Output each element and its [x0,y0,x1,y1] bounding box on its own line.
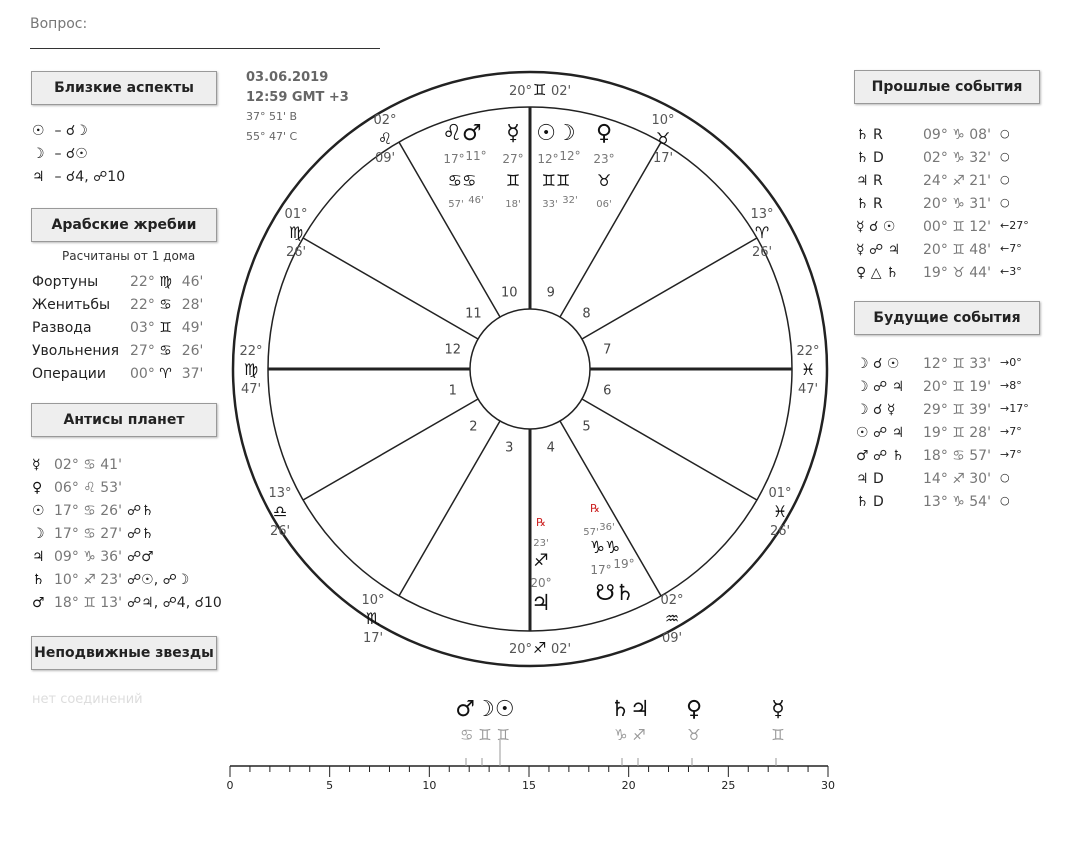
event-planets: ♄ D [856,150,884,166]
cusp-deg: 10° [651,113,675,128]
event-planets: ♄ R [856,127,883,143]
event-deg: 24° [923,173,953,189]
planet-glyph-icon: ♀ [595,121,613,146]
retrograde-icon: ℞ [536,516,546,529]
planet-glyph: ☽ [32,526,45,542]
scale-planet-glyph: ♂☽☉ [455,697,515,722]
cusp-deg: 20° [509,84,533,99]
fixed-stars-button[interactable]: Неподвижные звезды [31,636,217,670]
planet-group [442,121,486,210]
zodiac-sign-icon: ♎ [272,502,288,521]
zodiac-sign-icon: ♊ [83,595,96,611]
zodiac-sign-icon: ♐ [533,639,547,657]
event-min: 57' [964,448,991,464]
cusp-deg: 13° [268,486,292,501]
planet-group [502,121,523,210]
house-number: 1 [448,383,457,399]
event-planets: ♃ R [856,173,883,189]
house-cusp-line [303,238,478,339]
antiscia-deg: 17° [54,526,84,542]
lot-min: 26' [177,343,204,359]
planet-group [536,121,580,210]
cusp-min: 26' [285,245,307,260]
zodiac-sign-icon: ♋ [83,457,96,473]
zodiac-sign-icon: ♋ [159,297,172,313]
planet-glyph-icon: ♃ [531,591,551,616]
zodiac-sign-icon: ♑♑ [589,538,621,558]
planet-min: 06' [596,199,612,210]
event-deg: 12° [923,356,953,372]
event-orb: ○ [1000,196,1010,209]
lot-name: Операции [32,366,106,382]
antiscia-min: 26' [95,503,122,519]
event-deg: 02° [923,150,953,166]
zodiac-sign-icon: ♍ [159,274,172,290]
lot-deg: 03° [130,320,160,336]
event-deg: 18° [923,448,953,464]
zodiac-sign-icon: ♐ [533,551,549,571]
event-deg: 20° [923,379,953,395]
event-orb: ←3° [1000,265,1022,278]
lot-deg: 22° [130,297,160,313]
cusp-min: 26' [769,524,791,539]
event-orb: ○ [1000,173,1010,186]
planet-deg: 19° [613,557,635,571]
zodiac-sign-icon: ♑ [952,196,965,212]
planet-min: 23' [533,538,549,549]
planet-group [593,121,614,210]
lot-min: 37' [177,366,204,382]
event-orb: →7° [1000,425,1022,438]
antiscia-min: 27' [95,526,122,542]
planet-deg: 17° [590,563,612,577]
event-min: 21' [964,173,991,189]
cusp-min: 02' [551,642,572,657]
antiscia-min: 13' [95,595,122,611]
planet-glyph: ☿ [32,457,41,473]
zodiac-sign-icon: ♌ [377,129,393,148]
event-orb: ←27° [1000,219,1029,232]
zodiac-sign-icon: ♐ [952,173,965,189]
house-number: 12 [444,342,461,358]
scale-zodiac-icon: ♑ ♐ [614,726,646,744]
event-planets: ☿ ☍ ♃ [856,242,901,258]
lot-min: 49' [177,320,204,336]
cusp-deg: 13° [750,207,774,222]
house-cusp-label [651,113,674,166]
planet-glyph: ☉ [32,503,45,519]
antiscia-deg: 18° [54,595,84,611]
house-number: 2 [469,419,478,435]
planet-glyph-icon: ♌♂ [442,121,482,146]
event-min: 12' [964,219,991,235]
event-deg: 20° [923,196,953,212]
event-deg: 13° [923,494,953,510]
house-number: 4 [546,440,555,456]
chart-lon: 55° 47' С [246,130,298,143]
zodiac-sign-icon: ♑ [952,494,965,510]
cusp-deg: 02° [373,113,397,128]
house-cusp-label [373,113,396,166]
planet-deg: 27° [502,152,524,166]
event-orb: →7° [1000,448,1022,461]
antiscia-min: 36' [95,549,122,565]
planet-group [583,502,634,606]
cusp-min: 26' [269,524,291,539]
lot-min: 46' [177,274,204,290]
zodiac-sign-icon: ♊ [505,171,521,190]
zodiac-sign-icon: ♏ [365,609,381,628]
cusp-deg: 01° [768,486,792,501]
house-cusp-label [660,593,683,646]
antiscia-aspect: ☍♂ [127,549,154,565]
event-min: 08' [964,127,991,143]
house-cusp-line [582,238,757,339]
wheel-center-circle [470,309,590,429]
zodiac-sign-icon: ♋ [159,343,172,359]
zodiac-sign-icon: ♊ [952,379,965,395]
cusp-deg: 01° [284,207,308,222]
cusp-min: 09' [374,151,396,166]
zodiac-sign-icon: ♉ [952,265,965,281]
planet-min: 36' [599,522,615,533]
house-cusp-label [284,207,307,260]
planet-glyph: ☉ [32,123,45,139]
planet-glyph: ♃ [32,169,45,185]
house-number: 3 [505,440,514,456]
zodiac-sign-icon: ♊ [952,425,965,441]
event-orb: ○ [1000,127,1010,140]
arabic-lots-button[interactable]: Арабские жребии [31,208,217,242]
zodiac-sign-icon: ♊ [533,81,547,99]
lot-deg: 27° [130,343,160,359]
scale-tick-label: 10 [422,779,437,792]
zodiac-sign-icon: ♑ [952,127,965,143]
event-min: 31' [964,196,991,212]
event-min: 33' [964,356,991,372]
planet-min: 46' [468,195,484,206]
zodiac-sign-icon: ♋♋ [447,171,477,190]
cusp-min: 17' [362,631,384,646]
lot-deg: 00° [130,366,160,382]
planet-glyph-icon: ☿ [506,121,520,146]
planet-glyph: ☽ [32,146,45,162]
event-min: 32' [964,150,991,166]
house-number: 7 [603,342,612,358]
zodiac-sign-icon: ♊ [952,402,965,418]
event-min: 44' [964,265,991,281]
past-events-button[interactable]: Прошлые события [854,70,1040,104]
event-deg: 29° [923,402,953,418]
house-number: 11 [465,306,482,322]
cusp-min: 02' [551,84,572,99]
zodiac-sign-icon: ♊ [952,356,965,372]
zodiac-sign-icon: ♊ [159,320,172,336]
event-deg: 19° [923,265,953,281]
lot-deg: 22° [130,274,160,290]
event-planets: ☿ ☌ ☉ [856,219,896,235]
antiscia-aspect: ☍♃, ☍4, ☌10 [127,595,222,611]
antiscia-min: 41' [95,457,122,473]
lot-name: Увольнения [32,343,119,359]
zodiac-sign-icon: ♐ [83,572,96,588]
scale-tick-label: 30 [821,779,835,792]
house-cusp-label [750,207,773,260]
scale-zodiac-icon: ♊ [771,726,785,744]
cusp-deg: 02° [660,593,684,608]
event-planets: ♂ ☍ ♄ [856,448,905,464]
zodiac-sign-icon: ♓ [800,360,816,379]
lot-name: Фортуны [32,274,99,290]
house-number: 6 [603,383,612,399]
close-aspects-button[interactable]: Близкие аспекты [31,71,217,105]
zodiac-sign-icon: ♒ [664,609,680,628]
cusp-min: 26' [751,245,773,260]
fixed-stars-empty: нет соединений [32,692,143,707]
zodiac-sign-icon: ♐ [952,471,965,487]
antiscia-deg: 06° [54,480,84,496]
zodiac-sign-icon: ♋ [952,448,965,464]
planet-deg: 17° [443,152,465,166]
event-planets: ♄ R [856,196,883,212]
planet-group [530,516,551,616]
house-number: 9 [546,285,555,301]
planet-min: 57' [448,199,464,210]
event-orb: ←7° [1000,242,1022,255]
planet-glyph: ♃ [32,549,45,565]
future-events-button[interactable]: Будущие события [854,301,1040,335]
zodiac-sign-icon: ♋ [83,526,96,542]
event-deg: 00° [923,219,953,235]
lot-min: 28' [177,297,204,313]
event-planets: ♀ △ ♄ [856,265,899,281]
event-orb: ○ [1000,150,1010,163]
zodiac-sign-icon: ♑ [83,549,96,565]
event-planets: ☽ ☌ ☉ [856,356,900,372]
house-cusp-label [239,344,262,397]
antiscia-deg: 17° [54,503,84,519]
planet-glyph: ♀ [32,480,43,496]
cusp-deg: 22° [796,344,820,359]
scale-tick-label: 25 [721,779,736,792]
antiscia-aspect: ☍♄ [127,526,154,542]
cusp-deg: 10° [361,593,385,608]
house-cusp-line [399,421,500,596]
scale-tick-label: 5 [326,779,334,792]
event-min: 30' [964,471,991,487]
house-cusp-line [560,142,661,317]
antiscia-aspect: ☍☉, ☍☽ [127,572,190,588]
event-planets: ♃ D [856,471,884,487]
antiscia-deg: 10° [54,572,84,588]
house-cusp-label [509,81,571,99]
event-min: 28' [964,425,991,441]
event-min: 39' [964,402,991,418]
planet-deg: 23° [593,152,615,166]
zodiac-sign-icon: ♓ [772,502,788,521]
event-orb: ○ [1000,471,1010,484]
antiscia-button[interactable]: Антисы планет [31,403,217,437]
event-orb: ○ [1000,494,1010,507]
lot-name: Развода [32,320,92,336]
antiscia-min: 53' [95,480,122,496]
event-planets: ☽ ☍ ♃ [856,379,905,395]
event-deg: 09° [923,127,953,143]
cusp-deg: 22° [239,344,263,359]
zodiac-sign-icon: ♑ [952,150,965,166]
cusp-min: 17' [652,151,674,166]
zodiac-sign-icon: ♊ [952,242,965,258]
zodiac-sign-icon: ♉ [655,129,671,148]
house-cusp-label [768,486,791,539]
house-cusp-label [268,486,291,539]
house-number: 8 [582,306,591,322]
planet-min: 57' [583,527,599,538]
house-cusp-label [509,639,571,657]
lot-name: Женитьбы [32,297,111,313]
planet-deg: 12° [559,149,581,163]
antiscia-deg: 02° [54,457,84,473]
zodiac-sign-icon: ♋ [83,503,96,519]
planet-min: 32' [562,195,578,206]
aspect-text: – ☌☽ [50,123,88,139]
zodiac-sign-icon: ♍ [243,360,259,379]
event-deg: 14° [923,471,953,487]
planet-glyph: ♄ [32,572,45,588]
chart-date: 03.06.2019 [246,70,329,85]
event-orb: →8° [1000,379,1022,392]
aspect-text: – ☌4, ☍10 [50,169,126,185]
planet-glyph-icon: ☉☽ [536,121,576,146]
planet-min: 33' [542,199,558,210]
scale-planet-glyph: ♄♃ [610,697,650,722]
house-cusp-label [361,593,384,646]
event-orb: →0° [1000,356,1022,369]
house-cusp-line [303,399,478,500]
cusp-min: 47' [797,382,819,397]
house-cusp-label [796,344,819,397]
scale-zodiac-icon: ♉ [687,726,701,744]
cusp-deg: 20° [509,642,533,657]
event-min: 19' [964,379,991,395]
scale-tick-label: 20 [621,779,636,792]
planet-min: 18' [505,199,521,210]
aspect-text: – ☌☉ [50,146,88,162]
antiscia-aspect: ☍♄ [127,503,154,519]
zodiac-sign-icon: ♈ [159,366,172,382]
cusp-min: 47' [240,382,262,397]
planet-deg: 12° [537,152,559,166]
planet-deg: 11° [465,149,487,163]
chart-time: 12:59 GMT +3 [246,90,349,105]
house-cusp-line [399,142,500,317]
scale-tick-label: 0 [226,779,234,792]
zodiac-sign-icon: ♉ [596,171,612,190]
event-deg: 19° [923,425,953,441]
house-number: 10 [501,285,518,301]
event-min: 54' [964,494,991,510]
event-planets: ☉ ☍ ♃ [856,425,905,441]
scale-planet-glyph: ☿ [771,697,785,722]
event-min: 48' [964,242,991,258]
planet-glyph-icon: ☋♄ [595,581,635,606]
planet-deg: 20° [530,576,552,590]
zodiac-sign-icon: ♈ [754,223,770,242]
scale-planet-glyph: ♀ [685,697,703,722]
arabic-lots-note: Расчитаны от 1 дома [62,249,196,263]
zodiac-sign-icon: ♊♊ [541,171,571,190]
zodiac-sign-icon: ♍ [288,223,304,242]
scale-tick-label: 15 [522,779,536,792]
house-number: 5 [582,419,591,435]
chart-lat: 37° 51' В [246,110,298,123]
event-planets: ♄ D [856,494,884,510]
antiscia-min: 23' [95,572,122,588]
event-orb: →17° [1000,402,1029,415]
event-deg: 20° [923,242,953,258]
zodiac-sign-icon: ♊ [952,219,965,235]
question-label: Вопрос: [30,16,88,32]
cusp-min: 09' [661,631,683,646]
planet-glyph: ♂ [32,595,45,611]
house-cusp-line [582,399,757,500]
retrograde-icon: ℞ [590,502,600,515]
zodiac-sign-icon: ♌ [83,480,96,496]
event-planets: ☽ ☌ ☿ [856,402,896,418]
scale-zodiac-icon: ♋ ♊ ♊ [460,726,510,744]
antiscia-deg: 09° [54,549,84,565]
